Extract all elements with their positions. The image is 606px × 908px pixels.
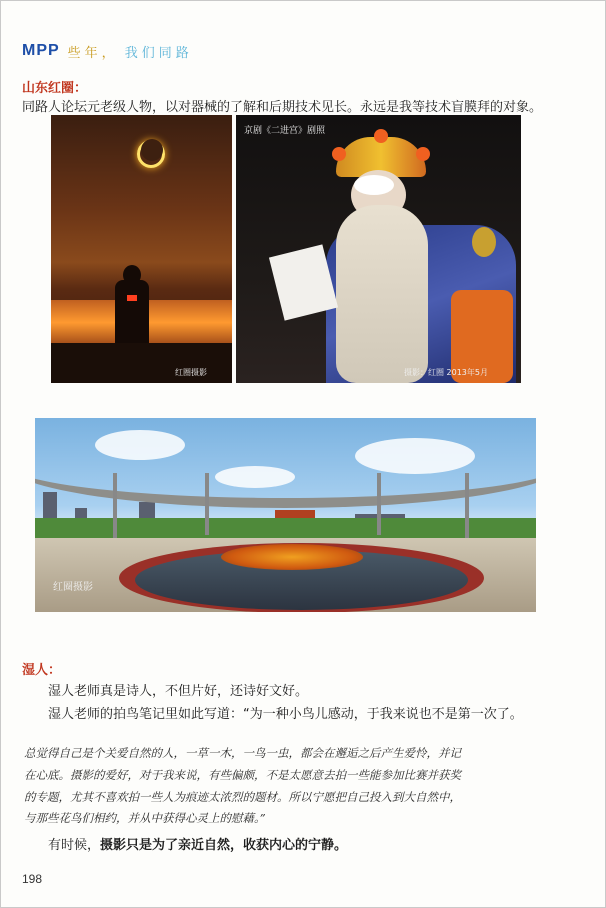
canopy-pillar <box>205 473 209 535</box>
flowerbed <box>221 544 363 570</box>
opera-pom <box>416 147 430 161</box>
pano-watermark: 红圈摄影 <box>53 582 93 593</box>
book-logo: MPP <box>22 42 60 59</box>
eclipse-moon <box>141 139 163 161</box>
opera-gold-ornament <box>472 227 496 257</box>
shiren-para2: 湿人老师的拍鸟笔记里如此写道：“为一种小鸟儿感动，于我来说也不是第一次了。 <box>48 707 523 722</box>
header-title-part1: 些年， <box>67 45 119 61</box>
opera-photo-title: 京剧《二进宫》剧照 <box>244 126 326 136</box>
opera-photo-caption: 摄影：红圈 2013年5月 <box>404 368 488 377</box>
shiren-para1: 湿人老师真是诗人，不但片好，还诗好文好。 <box>48 684 309 699</box>
shiren-para3-emphasis: 摄影只是为了亲近自然，收获内心的宁静。 <box>100 838 348 853</box>
opera-face-paint <box>354 175 394 195</box>
tower-silhouette <box>115 280 149 350</box>
eclipse-photo-caption: 红圈摄影 <box>175 368 207 377</box>
eclipse-photo <box>51 115 232 383</box>
quote-line: 在心底。摄影的爱好，对于我来说，有些偏颇，不是太愿意去拍一些能参加比赛并获奖 <box>24 768 461 782</box>
running-header <box>22 38 193 64</box>
section-text-hongquan: 同路人论坛元老级人物，以对器械的了解和后期技术见长。永远是我等技术盲膜拜的对象。 <box>22 100 543 115</box>
plaza-panorama-photo <box>35 418 536 612</box>
quote-line: 总觉得自己是个关爱自然的人，一草一木，一鸟一虫，都会在邂逅之后产生爱怜，并记 <box>24 746 461 760</box>
tree-line <box>35 518 536 540</box>
canopy-pillar <box>465 473 469 543</box>
shiren-para3-lead: 有时候， <box>48 838 101 853</box>
opera-pom <box>332 147 346 161</box>
canopy-pillar <box>377 473 381 535</box>
page-number: 198 <box>22 872 43 886</box>
section-title-shiren: 湿人： <box>22 663 62 678</box>
quote-line: 的专题，尤其不喜欢拍一些人为痕迹太浓烈的题材。所以宁愿把自己投入到大自然中， <box>24 790 461 804</box>
opera-photo <box>236 115 521 383</box>
shiren-para3 <box>48 834 347 853</box>
ring-canopy <box>35 418 536 508</box>
opera-pom <box>374 129 388 143</box>
canopy-pillar <box>113 473 117 543</box>
quote-line: 与那些花鸟们相约，并从中获得心灵上的慰藉。” <box>24 811 266 825</box>
header-title-part2: 我们同路 <box>124 45 193 61</box>
opera-beard <box>336 205 428 383</box>
section-title-hongquan: 山东红圈： <box>22 81 88 96</box>
tower-light <box>127 295 137 301</box>
